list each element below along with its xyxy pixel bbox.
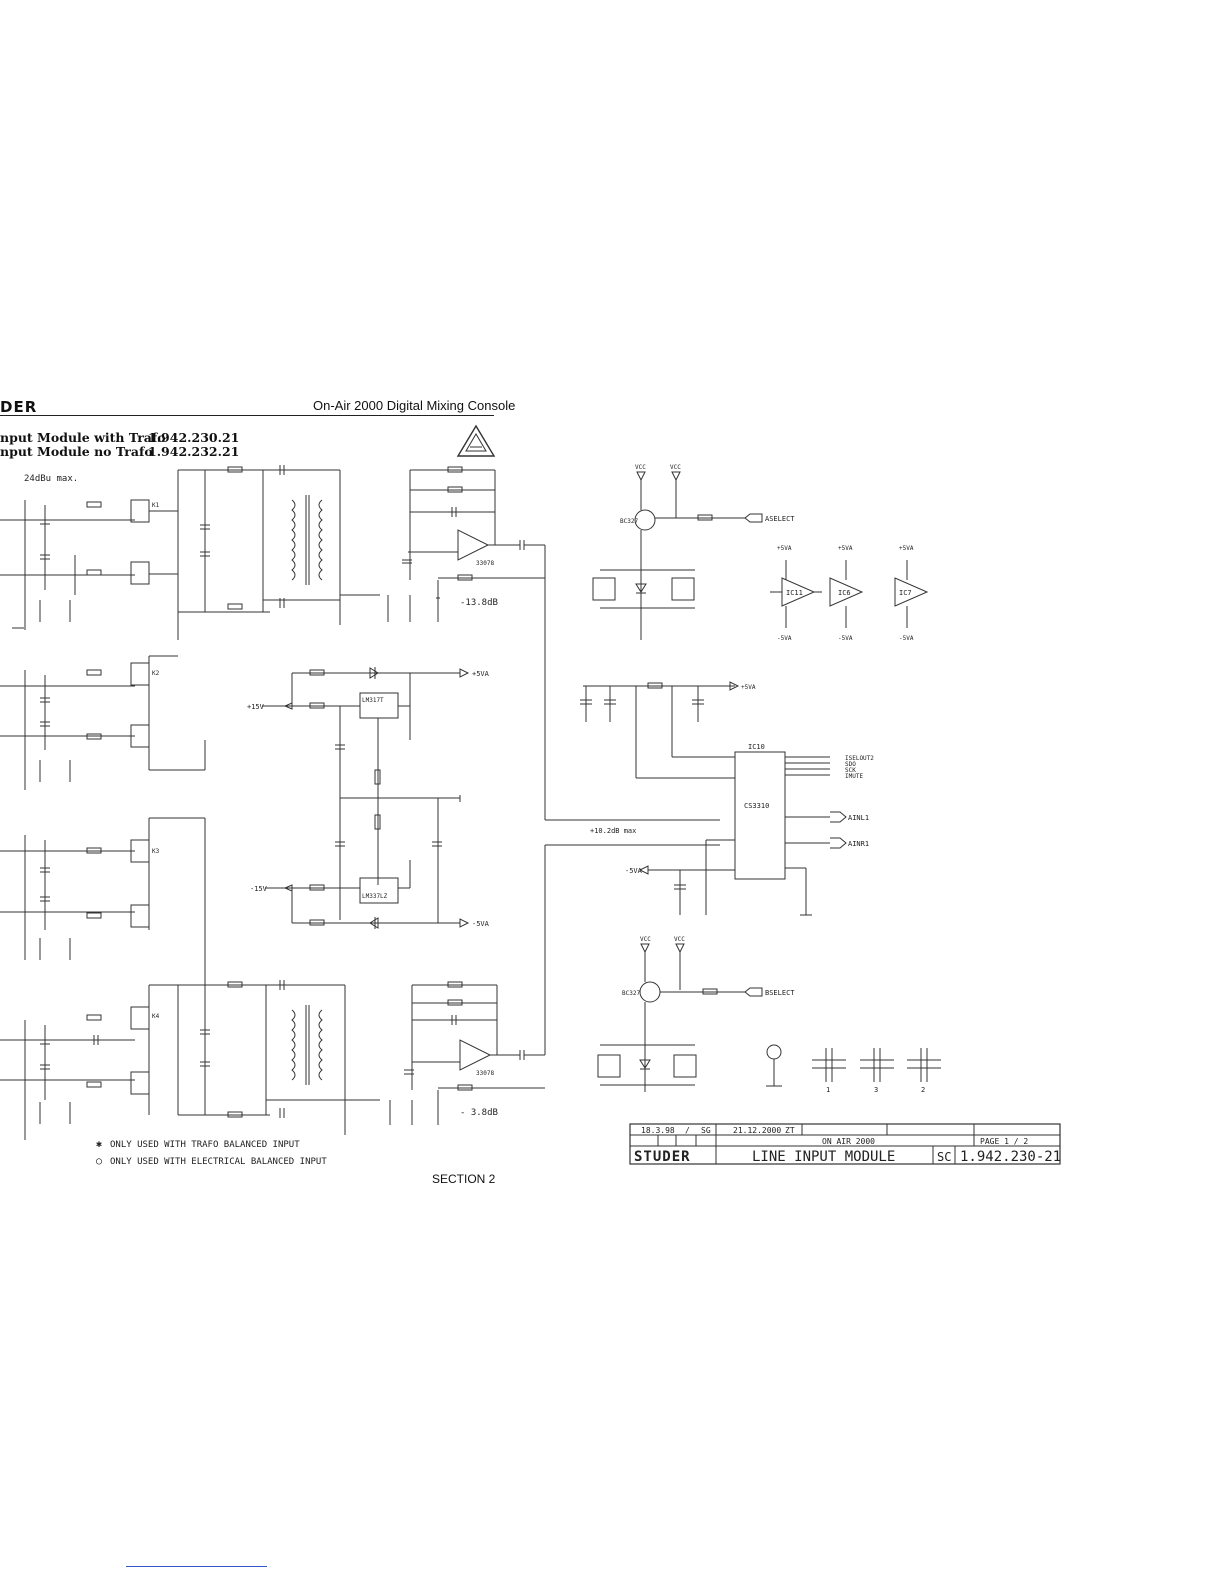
gain-note-a: -13.8dB xyxy=(460,598,498,608)
relay-k4-label: K4 xyxy=(152,1013,160,1020)
project-name: ON AIR 2000 xyxy=(822,1137,875,1146)
transistor-q2-label: BC327 xyxy=(620,518,639,525)
vcc-label-1: VCC xyxy=(635,464,646,471)
ic10-label: IC10 xyxy=(748,743,765,751)
vcc-label-2: VCC xyxy=(670,464,681,471)
sc-label: SC xyxy=(937,1150,952,1164)
reg-neg-label: LM337LZ xyxy=(362,893,388,900)
brand-name: STUDER xyxy=(634,1149,691,1165)
relay-k3-label: K3 xyxy=(152,848,160,855)
rail-minus-ic11: -5VA xyxy=(777,635,792,642)
footer-link-underline[interactable] xyxy=(126,1566,267,1567)
ic11-label: IC11 xyxy=(786,589,803,597)
footnote-star: ONLY USED WITH TRAFO BALANCED INPUT xyxy=(110,1140,300,1150)
supply-plus-label: +15V xyxy=(247,703,264,711)
studer-logo-fragment: DER xyxy=(0,398,38,416)
rail-plus-ic6: +5VA xyxy=(838,545,853,552)
ic10-pin-sck: SCK xyxy=(845,767,856,774)
vcc-label-4: VCC xyxy=(674,936,685,943)
supply-minus-label: -15V xyxy=(250,885,267,893)
ground-num-3: 3 xyxy=(874,1086,879,1094)
max-note: +10.2dB max xyxy=(590,827,637,835)
ground-num-1: 1 xyxy=(826,1086,831,1094)
rev2-by: ZT xyxy=(785,1126,795,1135)
module-name-trafo: nput Module with Trafo xyxy=(0,430,166,445)
rail-plus-ic7: +5VA xyxy=(899,545,914,552)
rail-plus-ic11: +5VA xyxy=(777,545,792,552)
title-block xyxy=(630,1124,1061,1165)
rev1-by: SG xyxy=(701,1126,711,1135)
ainl1-label: AINL1 xyxy=(848,814,870,822)
ic10-pin-iselout2: ISELOUT2 xyxy=(845,755,874,762)
rev1-sep: / xyxy=(685,1126,690,1135)
page-number: PAGE 1 / 2 xyxy=(980,1137,1029,1146)
module-part-no-trafo: 1.942.232.21 xyxy=(148,444,240,459)
ic6-label: IC6 xyxy=(838,589,851,597)
rail-minus-label: -5VA xyxy=(472,920,489,928)
ic7-label: IC7 xyxy=(899,589,912,597)
opamp-a-label: 33078 xyxy=(476,560,495,567)
section-label: SECTION 2 xyxy=(432,1172,496,1186)
footnote-star-icon: ✱ xyxy=(96,1139,103,1150)
rail-plus-label: +5VA xyxy=(472,670,489,678)
drawing-number: 1.942.230-21 xyxy=(960,1149,1062,1165)
ground-num-2: 2 xyxy=(921,1086,926,1094)
max-level-label: 24dBu max. xyxy=(24,474,79,484)
document-title: On-Air 2000 Digital Mixing Console xyxy=(313,398,516,413)
transistor-q1-label: BC327 xyxy=(622,990,641,997)
relay-k1-label: K1 xyxy=(152,502,160,509)
module-name-no-trafo: nput Module no Trafo xyxy=(0,444,153,459)
bselect-label: BSELECT xyxy=(765,989,795,997)
drawing-title: LINE INPUT MODULE xyxy=(752,1149,896,1165)
ic10-pin-sdo: SDO xyxy=(845,761,856,768)
footnote-circle: ONLY USED WITH ELECTRICAL BALANCED INPUT xyxy=(110,1157,327,1167)
ainr1-label: AINR1 xyxy=(848,840,870,848)
reg-pos-label: LM317T xyxy=(362,697,384,704)
rev2-date: 21.12.2000 xyxy=(733,1126,782,1135)
footnote-circle-icon: ○ xyxy=(96,1156,103,1167)
ic10-part-label: CS3310 xyxy=(744,802,770,810)
ic10-pin-imute: IMUTE xyxy=(845,773,864,780)
rev1-date: 18.3.98 xyxy=(641,1126,675,1135)
rail-minus-ic6: -5VA xyxy=(838,635,853,642)
gain-note-b: - 3.8dB xyxy=(460,1108,498,1118)
warning-triangle-icon xyxy=(458,426,494,456)
opamp-d-label: 33078 xyxy=(476,1070,495,1077)
vcc-label-3: VCC xyxy=(640,936,651,943)
rail-minus-ic7: -5VA xyxy=(899,635,914,642)
module-part-trafo: 1.942.230.21 xyxy=(148,430,240,445)
relay-k2-label: K2 xyxy=(152,670,160,677)
rail-minus-ic10: -5VA xyxy=(625,867,642,875)
aselect-label: ASELECT xyxy=(765,515,795,523)
rail-plus-ic10: +5VA xyxy=(741,684,756,691)
